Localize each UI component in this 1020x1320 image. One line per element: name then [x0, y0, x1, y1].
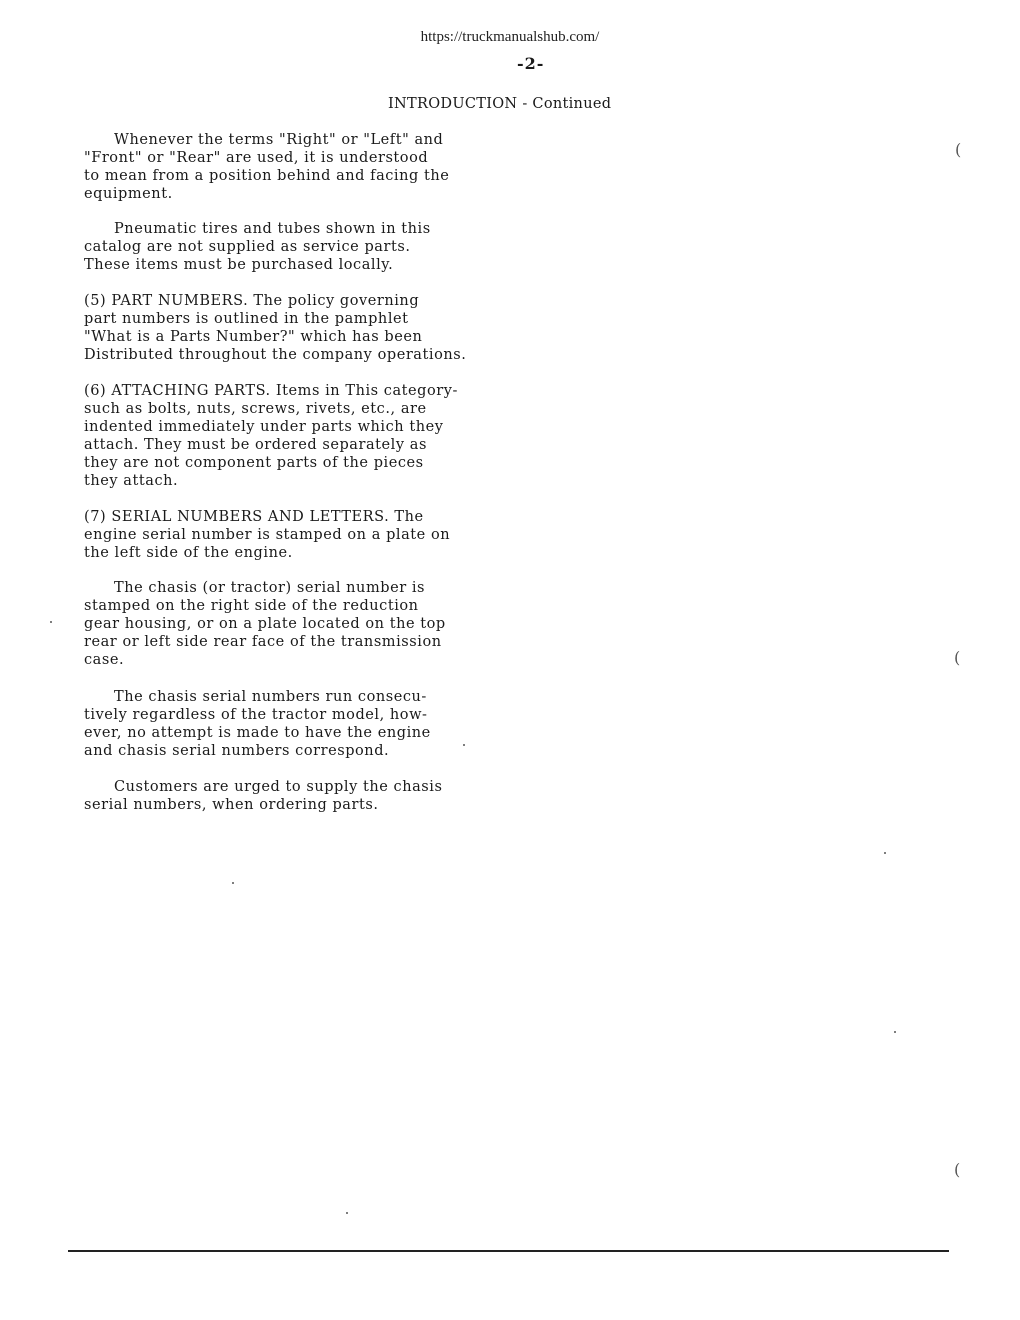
text-line: The chasis serial numbers run consecu- — [114, 689, 427, 705]
scan-speck — [463, 744, 465, 746]
scan-artifact-mark: ( — [954, 1160, 961, 1179]
text-line: case. — [84, 652, 125, 668]
source-url: https://truckmanualshub.com/ — [420, 29, 600, 45]
text-line: attach. They must be ordered separately as — [84, 437, 427, 453]
scan-artifact-mark: ( — [955, 140, 962, 159]
scan-speck — [50, 621, 52, 623]
paragraph-terms — [84, 131, 449, 203]
text-line: "What is a Parts Number?" which has been — [84, 329, 423, 345]
paragraph-customers — [84, 778, 442, 814]
text-line: engine serial number is stamped on a plate on — [84, 527, 451, 543]
text-line: stamped on the right side of the reduction — [84, 598, 419, 614]
page-number: -2- — [517, 54, 545, 73]
text-line: gear housing, or on a plate located on the top — [84, 616, 446, 632]
text-line: Customers are urged to supply the chasis — [114, 779, 443, 795]
text-line: part numbers is outlined in the pamphlet — [84, 311, 409, 327]
text-line: tively regardless of the tractor model, how- — [84, 707, 428, 723]
text-line: to mean from a position behind and facing the — [84, 168, 450, 184]
text-line: equipment. — [84, 186, 173, 202]
text-line: catalog are not supplied as service parts. — [84, 239, 411, 255]
text-line: (6) ATTACHING PARTS. Items in This category- — [84, 383, 458, 399]
footer-rule — [68, 1250, 949, 1252]
paragraph-part-numbers — [84, 292, 466, 364]
paragraph-chasis-location — [84, 579, 446, 669]
scan-speck — [894, 1031, 896, 1033]
text-line: Pneumatic tires and tubes shown in this — [114, 221, 431, 237]
text-line: they attach. — [84, 473, 179, 489]
text-line: ever, no attempt is made to have the engine — [84, 725, 431, 741]
section-title: INTRODUCTION - Continued — [388, 96, 612, 112]
text-line: (5) PART NUMBERS. The policy governing — [84, 293, 420, 309]
scan-speck — [884, 852, 886, 854]
text-line: the left side of the engine. — [84, 545, 293, 561]
text-line: indented immediately under parts which they — [84, 419, 444, 435]
scan-speck — [346, 1212, 348, 1214]
paragraph-serial-numbers — [84, 508, 450, 562]
scan-speck — [232, 882, 234, 884]
text-line: rear or left side rear face of the transmission — [84, 634, 442, 650]
text-line: they are not component parts of the pieces — [84, 455, 424, 471]
paragraph-attaching-parts — [84, 382, 458, 490]
text-line: "Front" or "Rear" are used, it is understood — [84, 150, 429, 166]
paragraph-tires — [84, 220, 431, 274]
text-line: (7) SERIAL NUMBERS AND LETTERS. The — [84, 509, 424, 525]
text-line: These items must be purchased locally. — [84, 257, 394, 273]
paragraph-chasis-sequence — [84, 688, 431, 760]
text-line: serial numbers, when ordering parts. — [84, 797, 379, 813]
scan-artifact-mark: ( — [954, 648, 961, 667]
text-line: such as bolts, nuts, screws, rivets, etc., are — [84, 401, 427, 417]
text-line: Whenever the terms "Right" or "Left" and — [114, 132, 444, 148]
text-line: and chasis serial numbers correspond. — [84, 743, 390, 759]
text-line: Distributed throughout the company operations. — [84, 347, 467, 363]
text-line: The chasis (or tractor) serial number is — [114, 580, 426, 596]
